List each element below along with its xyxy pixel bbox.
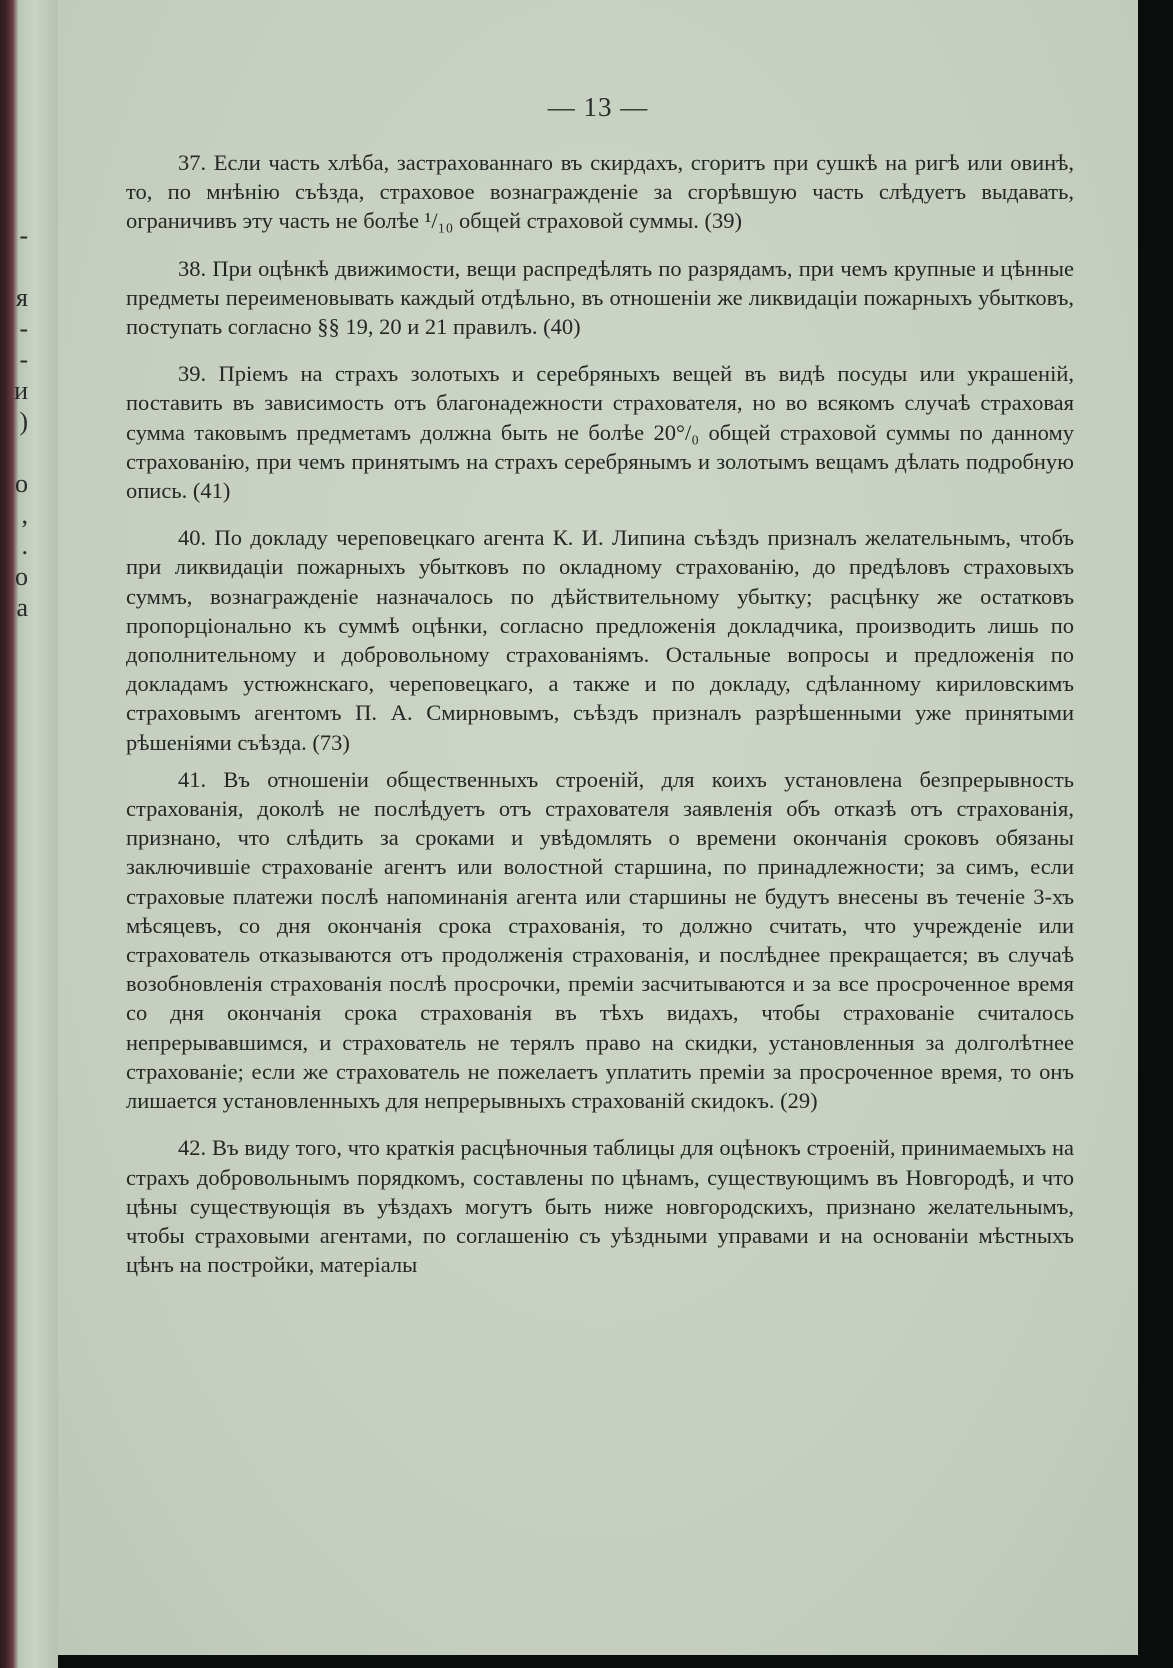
page-number: — 13 — — [547, 92, 649, 122]
margin-fragment: - — [19, 221, 28, 250]
margin-fragment: , — [21, 500, 28, 529]
margin-fragment — [0, 251, 30, 282]
book-spine — [0, 0, 58, 1668]
paragraph-40: 40. По докладу череповецкаго агента К. И. Липина съѣздъ призналъ желательнымъ, чтобъ при ликвидаціи пожарныхъ убытковъ по окладному страхованію, до предѣловъ страховыхъ суммъ, вознагражденіе назначалось по дѣйствительному убытку; расцѣнку же остатковъ пропорціонально къ суммѣ оцѣнки, согласно предложенія докладчика, производить лишь по дополнительному и добровольному страхованіямъ. Остальные вопросы и предложенія по докладамъ устюжнскаго, череповецкаго, а также и по докладу, сдѣланному кириловскимъ страховымъ агентомъ П. А. Смирновымъ, съѣздъ призналъ разрѣшенными уже принятыми рѣшеніями съѣзда. (73) — [126, 525, 1074, 755]
margin-fragment: - — [19, 314, 28, 343]
margin-fragment: . — [21, 531, 28, 560]
paragraph-41: 41. Въ отношеніи общественныхъ строеній, для коихъ установлена безпрерывность страхованія, доколѣ не послѣдуетъ отъ страхователя заявленія объ отказѣ отъ страхованія, признано, что слѣдить за сроками и увѣдомлять о времени окончанія сроковъ обязаны заключившіе страхованіе агентъ или волостной старшина, по принадлежности; за симъ, если страховые платежи послѣ напоминанія агента или старшины не будутъ внесены въ теченіе 3-хъ мѣсяцевъ, со дня окончанія срока страхованія, то должно считать, что учрежденіе или страхователь отказываются отъ продолженія страхованія, и послѣднее прекращается; въ случаѣ возобновленія страхованія послѣ просрочки, преміи засчитываются и за все просроченное время со дня окончанія срока страхованія въ тѣхъ видахъ, чтобы страхованіе считалось непрерывавшимся, и страхователь не терялъ право на скидки, установленныя за долголѣтнее страхованіе; если же страхователь не пожелаетъ уплатить преміи за просроченное время, то онъ лишается установленныхъ для непрерывныхъ страхованій скидокъ. (29) — [126, 766, 1074, 1114]
paragraph-42: 42. Въ виду того, что краткія расцѣночныя таблицы для оцѣнокъ строеній, принимаемыхъ на страхъ добровольнымъ порядкомъ, составлены по цѣнамъ, существующимъ въ Новгородѣ, и что цѣны существующія въ уѣздахъ могутъ быть ниже новгородскихъ, признано желательнымъ, чтобы страховыми агентами, по соглашенію съ уѣздными управами и на основаніи мѣстныхъ цѣнъ на постройки, матеріалы — [126, 1135, 1074, 1278]
margin-fragment: о — [15, 469, 28, 498]
margin-fragment: - — [19, 345, 28, 374]
margin-fragment — [0, 437, 30, 468]
paragraph-38: 38. При оцѣнкѣ движимости, вещи распредѣлять по разрядамъ, при чемъ крупные и цѣнные предметы переименовывать каждый отдѣльно, въ отношеніи же ликвидаціи пожарныхъ убытковъ, поступать согласно §§ 19, 20 и 21 правилъ. (40) — [126, 255, 1074, 340]
margin-fragment: я — [16, 283, 28, 312]
margin-fragment: а — [16, 593, 28, 622]
margin-fragment: и — [14, 376, 28, 405]
paragraph-37: 37. Если часть хлѣба, застрахованнаго въ скирдахъ, сгоритъ при сушкѣ на ригѣ или овинѣ, то, по мнѣнію съѣзда, страховое вознагражденіе за сгорѣвшую часть слѣдуетъ выдавать, ограничивъ эту часть не болѣе ¹/₁₀ общей страховой суммы. (39) — [126, 150, 1074, 234]
adjacent-page-fragments — [0, 220, 30, 623]
paragraph-39: 39. Пріемъ на страхъ золотыхъ и серебряныхъ вещей въ видѣ посуды или украшеній, поставить въ зависимость отъ благонадежности страхователя, но во всякомъ случаѣ страховая сумма таковымъ предметамъ должна быть не болѣе 20°/₀ общей страховой суммы по данному страхованію, при чемъ принятымъ на страхъ серебрянымъ и золотымъ вещамъ дѣлать подробную опись. (41) — [126, 361, 1074, 504]
body-text — [126, 148, 1074, 1297]
document-page — [58, 0, 1138, 1655]
margin-fragment: о — [15, 562, 28, 591]
margin-fragment: ) — [19, 407, 28, 436]
